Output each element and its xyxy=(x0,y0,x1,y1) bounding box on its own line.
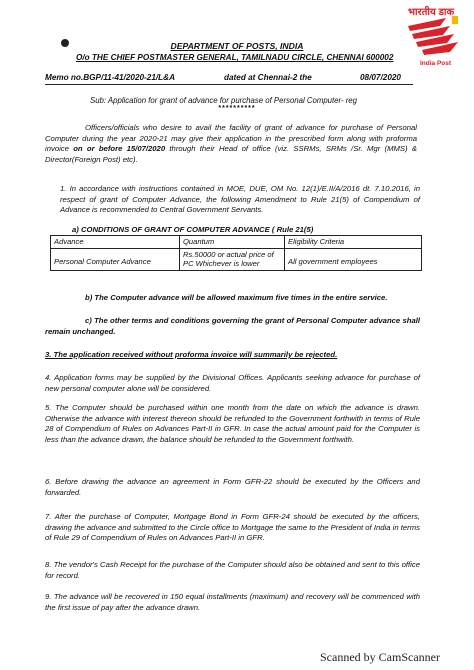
table-header-row xyxy=(51,236,422,249)
department-heading: DEPARTMENT OF POSTS, INDIA xyxy=(170,41,304,51)
logo-hindi-text: भारतीय डाक xyxy=(408,7,455,18)
point-c: c) The other terms and conditions governing the grant of Personal Computer advance shall remain unchanged. xyxy=(45,316,420,336)
india-post-logo xyxy=(400,4,462,72)
table-cell: Personal Computer Advance xyxy=(51,248,180,270)
table-header-cell: Eligibility Criteria xyxy=(285,236,422,249)
office-heading: O/o THE CHIEF POSTMASTER GENERAL, TAMILNADU CIRCLE, CHENNAI 600002 xyxy=(76,53,394,62)
separator-stars: ********** xyxy=(218,105,256,112)
point-b: b) The Computer advance will be allowed maximum five times in the entire service. xyxy=(85,293,388,302)
point-4: 4. Application forms may be supplied by the Divisional Offices. Applicants seeking advance for purchase of new personal computer alone will be considered. xyxy=(45,373,420,393)
deadline-highlight: on or before 15/07/2020 xyxy=(73,144,166,154)
intro-text: Officers/officials who desire to avail the facility of grant of advance for purchase of Personal Computer during the year 2020-21 may give their application in the prescribed form along with proforma invoice on or before 15/07/2020 through their Head of office (viz. SSRMs, SRMs /Sr. Mgr (MMS) & Director(Foreign Post) etc). xyxy=(45,123,417,164)
memo-dated-label: dated at Chennai-2 the xyxy=(224,73,312,82)
intro-paragraph xyxy=(45,123,417,165)
memo-date: 08/07/2020 xyxy=(360,73,401,82)
conditions-heading: a) CONDITIONS OF GRANT OF COMPUTER ADVANCE ( Rule 21(5) xyxy=(72,225,314,234)
table-cell: Rs.50000 or actual price of PC Whichever is lower xyxy=(180,248,285,270)
subject-line: Sub: Application for grant of advance for purchase of Personal Computer- reg xyxy=(90,96,357,105)
memo-number: Memo no.BGP/11-41/2020-21/L&A xyxy=(45,73,175,82)
logo-english-text: India Post xyxy=(420,60,452,67)
memo-underline xyxy=(45,84,413,85)
point-3: 3. The application received without proforma invoice will summarily be rejected. xyxy=(45,350,338,359)
point-5: 5. The Computer should be purchased within one month from the date on which the advance is drawn. Otherwise the advance with interest thereon should be refunded to the Government forthwith in terms of Rule 28 of Compendium of Rules on Advances Part-II in GFR. In case the actual amount paid for the Computer is less than the advance drawn, the balance should be refunded to the Government forthwith. xyxy=(45,403,420,444)
scanner-watermark: Scanned by CamScanner xyxy=(320,650,440,664)
table-row xyxy=(51,248,422,270)
conditions-table xyxy=(50,235,422,271)
point-6: 6. Before drawing the advance an agreement in Form GFR-22 should be executed by the Officers and forwarded. xyxy=(45,477,420,497)
table-header-cell: Quantum xyxy=(180,236,285,249)
table-cell: All government employees xyxy=(285,248,422,270)
table-header-cell: Advance xyxy=(51,236,180,249)
point-8: 8. The vendor's Cash Receipt for the purchase of the Computer should also be obtained and sent to this office for record. xyxy=(45,560,420,580)
point-1: 1. In accordance with instructions contained in MOE, DUE, OM No. 12(1)/E.II/A/2016 dt. 7.10.2016, in respect of grant of Computer Advance, the following Amendment to Rule 21(5) of Compendium of Advance is recommended to Central Government Servants. xyxy=(60,184,420,215)
point-9: 9. The advance will be recovered in 150 equal installments (maximum) and recovery will be commenced with the first issue of pay after the advance drawn. xyxy=(45,592,420,612)
point-7: 7. After the purchase of Computer, Mortgage Bond in Form GFR-24 should be executed by the officers, drawing the advance and submitted to the Circle office to Mortgage the same to the President of India in terms of Rule 29 of Compendium of Rules on Advances Part-II in GFR. xyxy=(45,512,420,543)
